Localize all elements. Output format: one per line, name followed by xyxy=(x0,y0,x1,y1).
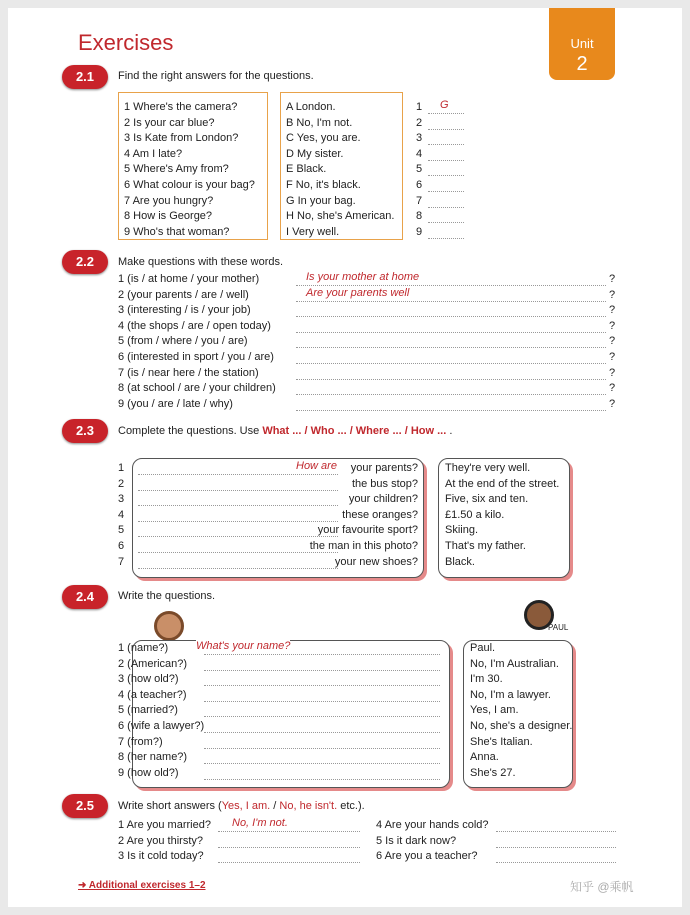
question-example: Is your mother at home xyxy=(306,271,420,283)
question-field[interactable] xyxy=(204,689,440,702)
answer-item: H No, she's American. xyxy=(286,210,395,223)
reply-text: Five, six and ten. xyxy=(445,493,529,506)
question-ending: the man in this photo? xyxy=(309,540,418,552)
slash: / xyxy=(270,800,280,812)
question-field[interactable] xyxy=(204,736,440,749)
answer-field[interactable] xyxy=(428,163,464,176)
answer-field[interactable] xyxy=(428,117,464,130)
workbook-page xyxy=(8,8,682,907)
exercise-badge-2-2: 2.2 xyxy=(62,250,108,274)
question-ending: your parents? xyxy=(350,462,418,474)
reply-text: £1.50 a kilo. xyxy=(445,508,505,521)
question-prompt: 3 (interesting / is / your job) xyxy=(118,304,251,317)
question-mark: ? xyxy=(609,366,616,379)
question-prompt: 6 (interested in sport / you / are) xyxy=(118,351,274,363)
answer-number: 5 xyxy=(416,163,423,176)
question-prompt: 8 (her name?) xyxy=(118,751,188,764)
question-field[interactable] xyxy=(138,524,338,537)
question-field[interactable] xyxy=(204,720,440,733)
watermark: 知乎 @乘帆 xyxy=(570,880,634,894)
question-item: 7 Are you hungry? xyxy=(124,194,214,207)
answer-number: 8 xyxy=(416,210,423,223)
question-prompt: 3 (how old?) xyxy=(118,673,179,686)
exercise-instruction-2-1: Find the right answers for the questions. xyxy=(118,70,314,82)
reply-text: Black. xyxy=(445,555,475,568)
question-field[interactable] xyxy=(138,478,338,491)
question-field[interactable] xyxy=(204,767,440,780)
question-field[interactable] xyxy=(204,673,440,686)
answer-number: 3 xyxy=(416,132,423,145)
question-mark: ? xyxy=(609,319,616,332)
reply-text: No, I'm Australian. xyxy=(470,657,559,670)
question-mark: ? xyxy=(609,273,616,285)
question-number: 2 xyxy=(118,477,125,490)
short-answer-question: 1 Are you married? xyxy=(118,819,211,831)
question-ending: your favourite sport? xyxy=(317,524,418,537)
unit-label: Unit xyxy=(570,36,594,51)
question-number: 3 xyxy=(118,493,125,506)
question-example: Are your parents well xyxy=(306,286,410,299)
question-item: 2 Is your car blue? xyxy=(124,116,215,129)
exercise-instruction-2-4: Write the questions. xyxy=(118,590,216,602)
reply-text: She's 27. xyxy=(470,766,516,779)
question-ending: the bus stop? xyxy=(351,477,418,490)
short-answer-field[interactable] xyxy=(496,835,616,848)
question-number: 6 xyxy=(118,540,125,552)
short-answer-field[interactable] xyxy=(496,850,616,863)
answer-number: 9 xyxy=(416,225,423,238)
question-mark: ? xyxy=(609,335,616,348)
question-field[interactable] xyxy=(296,398,606,411)
reply-text: I'm 30. xyxy=(470,673,503,686)
answer-field[interactable] xyxy=(428,132,464,145)
question-item: 5 Where's Amy from? xyxy=(124,163,229,176)
woman-avatar-icon xyxy=(154,611,184,641)
question-prompt: 1 (is / at home / your mother) xyxy=(118,273,260,285)
answer-field[interactable] xyxy=(428,195,464,208)
question-field[interactable] xyxy=(296,382,606,395)
question-number: 7 xyxy=(118,555,125,568)
reply-text: Skiing. xyxy=(445,524,479,537)
answer-item: B No, I'm not. xyxy=(286,116,353,129)
example-no: No, he isn't. xyxy=(279,800,338,812)
question-number: 5 xyxy=(118,524,125,537)
question-prompt: 9 (how old?) xyxy=(118,766,179,779)
question-number: 1 xyxy=(118,462,125,474)
question-prompt: 6 (wife a lawyer?) xyxy=(118,720,205,732)
question-item: 9 Who's that woman? xyxy=(124,225,230,238)
reply-text: Yes, I am. xyxy=(470,704,519,717)
question-prompt: 1 (name?) xyxy=(118,642,169,654)
answer-item: C Yes, you are. xyxy=(286,132,361,145)
instruction-end: etc.). xyxy=(337,800,365,812)
reply-text: They're very well. xyxy=(445,462,531,474)
example-yes: Yes, I am. xyxy=(221,800,271,812)
answer-item: I Very well. xyxy=(286,225,340,238)
question-prompt: 2 (your parents / are / well) xyxy=(118,288,249,301)
question-number: 4 xyxy=(118,508,125,521)
short-answer-question: 6 Are you a teacher? xyxy=(376,850,478,863)
question-field[interactable] xyxy=(296,335,606,348)
question-prompt: 8 (at school / are / your children) xyxy=(118,382,276,395)
answer-number: 2 xyxy=(416,116,423,129)
question-example: What's your name? xyxy=(196,640,291,652)
question-prompt: 2 (American?) xyxy=(118,657,188,670)
instruction-text: Write short answers ( xyxy=(118,800,222,812)
question-prompt: 4 (a teacher?) xyxy=(118,688,187,701)
short-answer-field[interactable] xyxy=(218,835,360,848)
reply-text: No, she's a designer. xyxy=(470,720,573,732)
question-field[interactable] xyxy=(138,493,338,506)
answer-item: D My sister. xyxy=(286,147,344,160)
question-item: 1 Where's the camera? xyxy=(124,101,238,113)
question-item: 4 Am I late? xyxy=(124,147,183,160)
exercise-instruction-2-5 xyxy=(118,800,365,812)
question-mark: ? xyxy=(609,351,616,363)
question-field[interactable] xyxy=(204,704,440,717)
answer-number: 1 xyxy=(416,101,423,113)
question-field[interactable] xyxy=(296,367,606,380)
question-ending: your children? xyxy=(348,493,418,506)
answer-field[interactable] xyxy=(428,226,464,239)
page-title: Exercises xyxy=(78,30,174,55)
short-answer-question: 2 Are you thirsty? xyxy=(118,834,203,847)
exercise-instruction-2-3 xyxy=(118,425,452,437)
short-answer-question: 4 Are your hands cold? xyxy=(376,819,489,831)
question-mark: ? xyxy=(609,397,616,410)
question-ending: your new shoes? xyxy=(334,555,418,568)
reply-text: She's Italian. xyxy=(470,735,533,748)
question-mark: ? xyxy=(609,304,616,317)
person-label: PAUL xyxy=(548,623,569,632)
question-field[interactable] xyxy=(204,751,440,764)
reply-text: Anna. xyxy=(470,751,499,764)
answer-item: G In your bag. xyxy=(286,194,356,207)
question-field[interactable] xyxy=(138,509,338,522)
answer-field[interactable] xyxy=(428,210,464,223)
question-item: 3 Is Kate from London? xyxy=(124,132,239,145)
question-mark: ? xyxy=(609,288,616,301)
short-answer-question: 5 Is it dark now? xyxy=(376,834,457,847)
exercise-badge-2-3: 2.3 xyxy=(62,419,108,443)
exercise-badge-2-4: 2.4 xyxy=(62,585,108,609)
question-prompt: 7 (from?) xyxy=(118,735,163,748)
instruction-keywords: What ... / Who ... / Where ... / How ... xyxy=(262,425,447,437)
answer-item: A London. xyxy=(286,101,336,113)
additional-exercises-link[interactable]: ➜ Additional exercises 1–2 xyxy=(78,880,206,891)
question-prompt: 5 (married?) xyxy=(118,704,178,717)
short-answer-field[interactable] xyxy=(218,850,360,863)
answer-item: E Black. xyxy=(286,163,327,176)
short-answer-question: 3 Is it cold today? xyxy=(118,850,204,863)
question-prompt: 9 (you / are / late / why) xyxy=(118,397,233,410)
short-answer-field[interactable] xyxy=(496,819,616,832)
answer-item: F No, it's black. xyxy=(286,179,361,191)
exercise-badge-2-5: 2.5 xyxy=(62,794,108,818)
question-prompt: 7 (is / near here / the station) xyxy=(118,366,259,379)
question-field[interactable] xyxy=(204,658,440,671)
answer-number: 7 xyxy=(416,194,423,207)
question-item: 6 What colour is your bag? xyxy=(124,179,255,191)
reply-text: At the end of the street. xyxy=(445,477,560,490)
instruction-text: Complete the questions. Use xyxy=(118,425,263,437)
question-ending: these oranges? xyxy=(342,508,418,521)
question-prompt: 5 (from / where / you / are) xyxy=(118,335,248,348)
question-field[interactable] xyxy=(296,351,606,364)
exercise-instruction-2-2: Make questions with these words. xyxy=(118,256,284,268)
instruction-end: . xyxy=(446,425,453,437)
unit-tab xyxy=(549,8,615,80)
question-field[interactable] xyxy=(138,556,338,569)
question-item: 8 How is George? xyxy=(124,210,213,223)
answer-number: 4 xyxy=(416,147,423,160)
question-mark: ? xyxy=(609,382,616,395)
answer-example: G xyxy=(440,99,449,111)
question-prompt: 4 (the shops / are / open today) xyxy=(118,319,271,332)
question-example: How are xyxy=(296,460,337,472)
reply-text: No, I'm a lawyer. xyxy=(470,688,551,701)
reply-text: That's my father. xyxy=(445,540,526,552)
short-answer-example: No, I'm not. xyxy=(232,817,288,829)
reply-text: Paul. xyxy=(470,642,496,654)
answer-field[interactable] xyxy=(428,179,464,192)
question-field[interactable] xyxy=(296,304,606,317)
question-field[interactable] xyxy=(296,320,606,333)
answer-number: 6 xyxy=(416,179,423,191)
exercise-badge-2-1: 2.1 xyxy=(62,65,108,89)
unit-number: 2 xyxy=(576,53,588,75)
answer-field[interactable] xyxy=(428,148,464,161)
